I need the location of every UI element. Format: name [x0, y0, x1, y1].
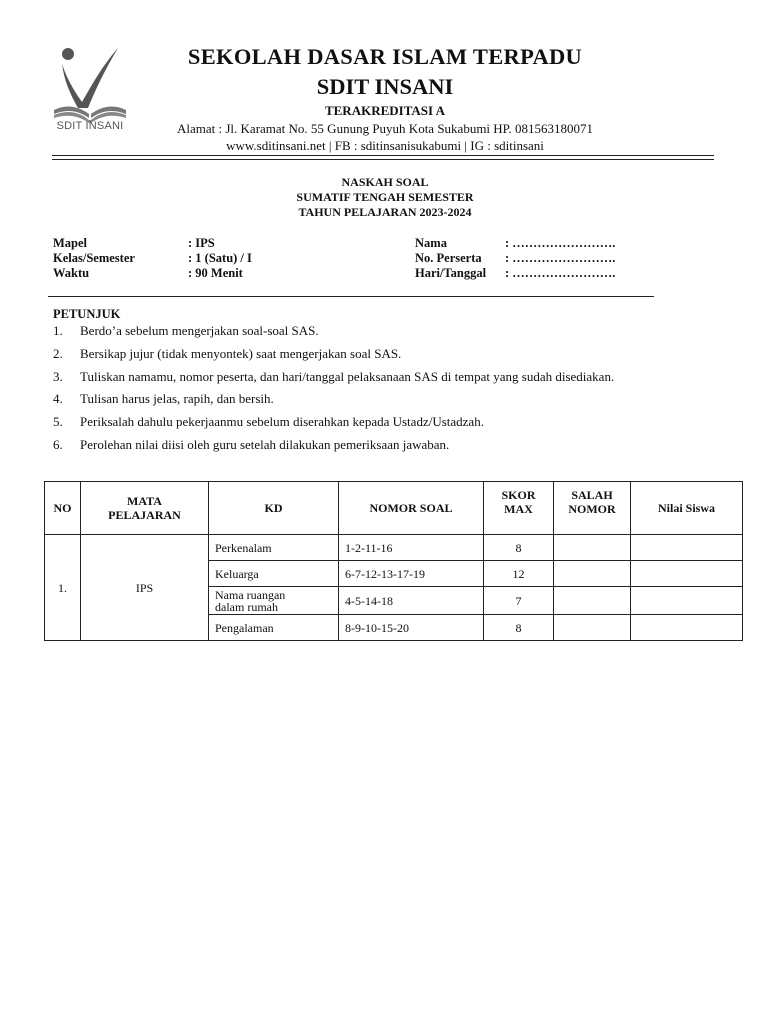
instructions-title: PETUNJUK — [53, 307, 121, 321]
info-label-peserta: No. Perserta — [415, 251, 482, 265]
info-value-tanggal: : ……………………. — [505, 266, 616, 280]
cell-kd: Perkenalam — [209, 535, 339, 561]
instruction-item: 4. Tulisan harus jelas, rapih, dan bersih. — [53, 391, 274, 406]
instruction-item: 2. Bersikap jujur (tidak menyontek) saat mengerjakan soal SAS. — [53, 346, 402, 361]
cell-nomor-soal: 4-5-14-18 — [339, 587, 484, 615]
cell-nilai-siswa[interactable] — [631, 561, 743, 587]
instruction-item: 3. Tuliskan namamu, nomor peserta, dan hari/tanggal pelaksanaan SAS di tempat yang sudah disediakan. — [53, 369, 615, 384]
header-skor-max: SKOR MAX — [484, 482, 554, 535]
cell-no: 1. — [45, 535, 81, 641]
info-value-mapel: : IPS — [188, 236, 215, 250]
info-label-waktu: Waktu — [53, 266, 90, 280]
cell-skor: 7 — [484, 587, 554, 615]
cell-skor: 8 — [484, 615, 554, 641]
cell-salah-nomor[interactable] — [554, 615, 631, 641]
cell-kd: Keluarga — [209, 561, 339, 587]
table-row — [45, 535, 743, 561]
table-header-row — [45, 482, 743, 535]
info-value-nama: : ……………………. — [505, 236, 616, 250]
cell-kd: Nama ruangan dalam rumah — [209, 587, 339, 615]
school-address: Alamat : Jl. Karamat No. 55 Gunung Puyuh Kota Sukabumi HP. 081563180071 — [177, 121, 593, 136]
instruction-item: 6. Perolehan nilai diisi oleh guru setelah dilakukan pemeriksaan jawaban. — [53, 437, 450, 452]
cell-salah-nomor[interactable] — [554, 587, 631, 615]
cell-nilai-siswa[interactable] — [631, 535, 743, 561]
header-nomor-soal: NOMOR SOAL — [339, 482, 484, 535]
cell-nomor-soal: 6-7-12-13-17-19 — [339, 561, 484, 587]
cell-nomor-soal: 1-2-11-16 — [339, 535, 484, 561]
header-divider — [52, 155, 714, 156]
info-label-mapel: Mapel — [53, 236, 88, 250]
cell-mata-pelajaran: IPS — [81, 535, 209, 641]
cell-nomor-soal: 8-9-10-15-20 — [339, 615, 484, 641]
cell-salah-nomor[interactable] — [554, 535, 631, 561]
cell-skor: 8 — [484, 535, 554, 561]
info-label-tanggal: Hari/Tanggal — [415, 266, 487, 280]
school-name: SEKOLAH DASAR ISLAM TERPADU — [187, 44, 583, 69]
exam-subtitle: SUMATIF TENGAH SEMESTER — [296, 190, 474, 204]
cell-nilai-siswa[interactable] — [631, 615, 743, 641]
cell-salah-nomor[interactable] — [554, 561, 631, 587]
instruction-item: 1. Berdo’a sebelum mengerjakan soal-soal SAS. — [53, 323, 319, 338]
logo-caption: SDIT INSANI — [56, 120, 124, 132]
header-mata-pelajaran: MATA PELAJARAN — [81, 482, 209, 535]
info-value-peserta: : ……………………. — [505, 251, 616, 265]
cell-skor: 12 — [484, 561, 554, 587]
school-short-name: SDIT INSANI — [316, 74, 454, 99]
cell-kd: Pengalaman — [209, 615, 339, 641]
info-divider — [48, 296, 654, 297]
accreditation: TERAKREDITASI A — [324, 103, 446, 118]
header-divider-thin — [52, 159, 714, 160]
info-value-kelas: : 1 (Satu) / I — [188, 251, 252, 265]
info-label-nama: Nama — [415, 236, 447, 250]
header-kd: KD — [209, 482, 339, 535]
header-nilai-siswa: Nilai Siswa — [631, 482, 743, 535]
score-table — [44, 481, 743, 641]
header-salah-nomor: SALAH NOMOR — [554, 482, 631, 535]
exam-year: TAHUN PELAJARAN 2023-2024 — [298, 205, 472, 219]
school-contact: www.sditinsani.net | FB : sditinsanisukabumi | IG : sditinsani — [226, 138, 544, 153]
instruction-item: 5. Periksalah dahulu pekerjaanmu sebelum diserahkan kepada Ustadz/Ustadzah. — [53, 414, 484, 429]
exam-title: NASKAH SOAL — [341, 175, 429, 189]
header-no: NO — [45, 482, 81, 535]
cell-nilai-siswa[interactable] — [631, 587, 743, 615]
info-label-kelas: Kelas/Semester — [53, 251, 135, 265]
info-value-waktu: : 90 Menit — [188, 266, 243, 280]
